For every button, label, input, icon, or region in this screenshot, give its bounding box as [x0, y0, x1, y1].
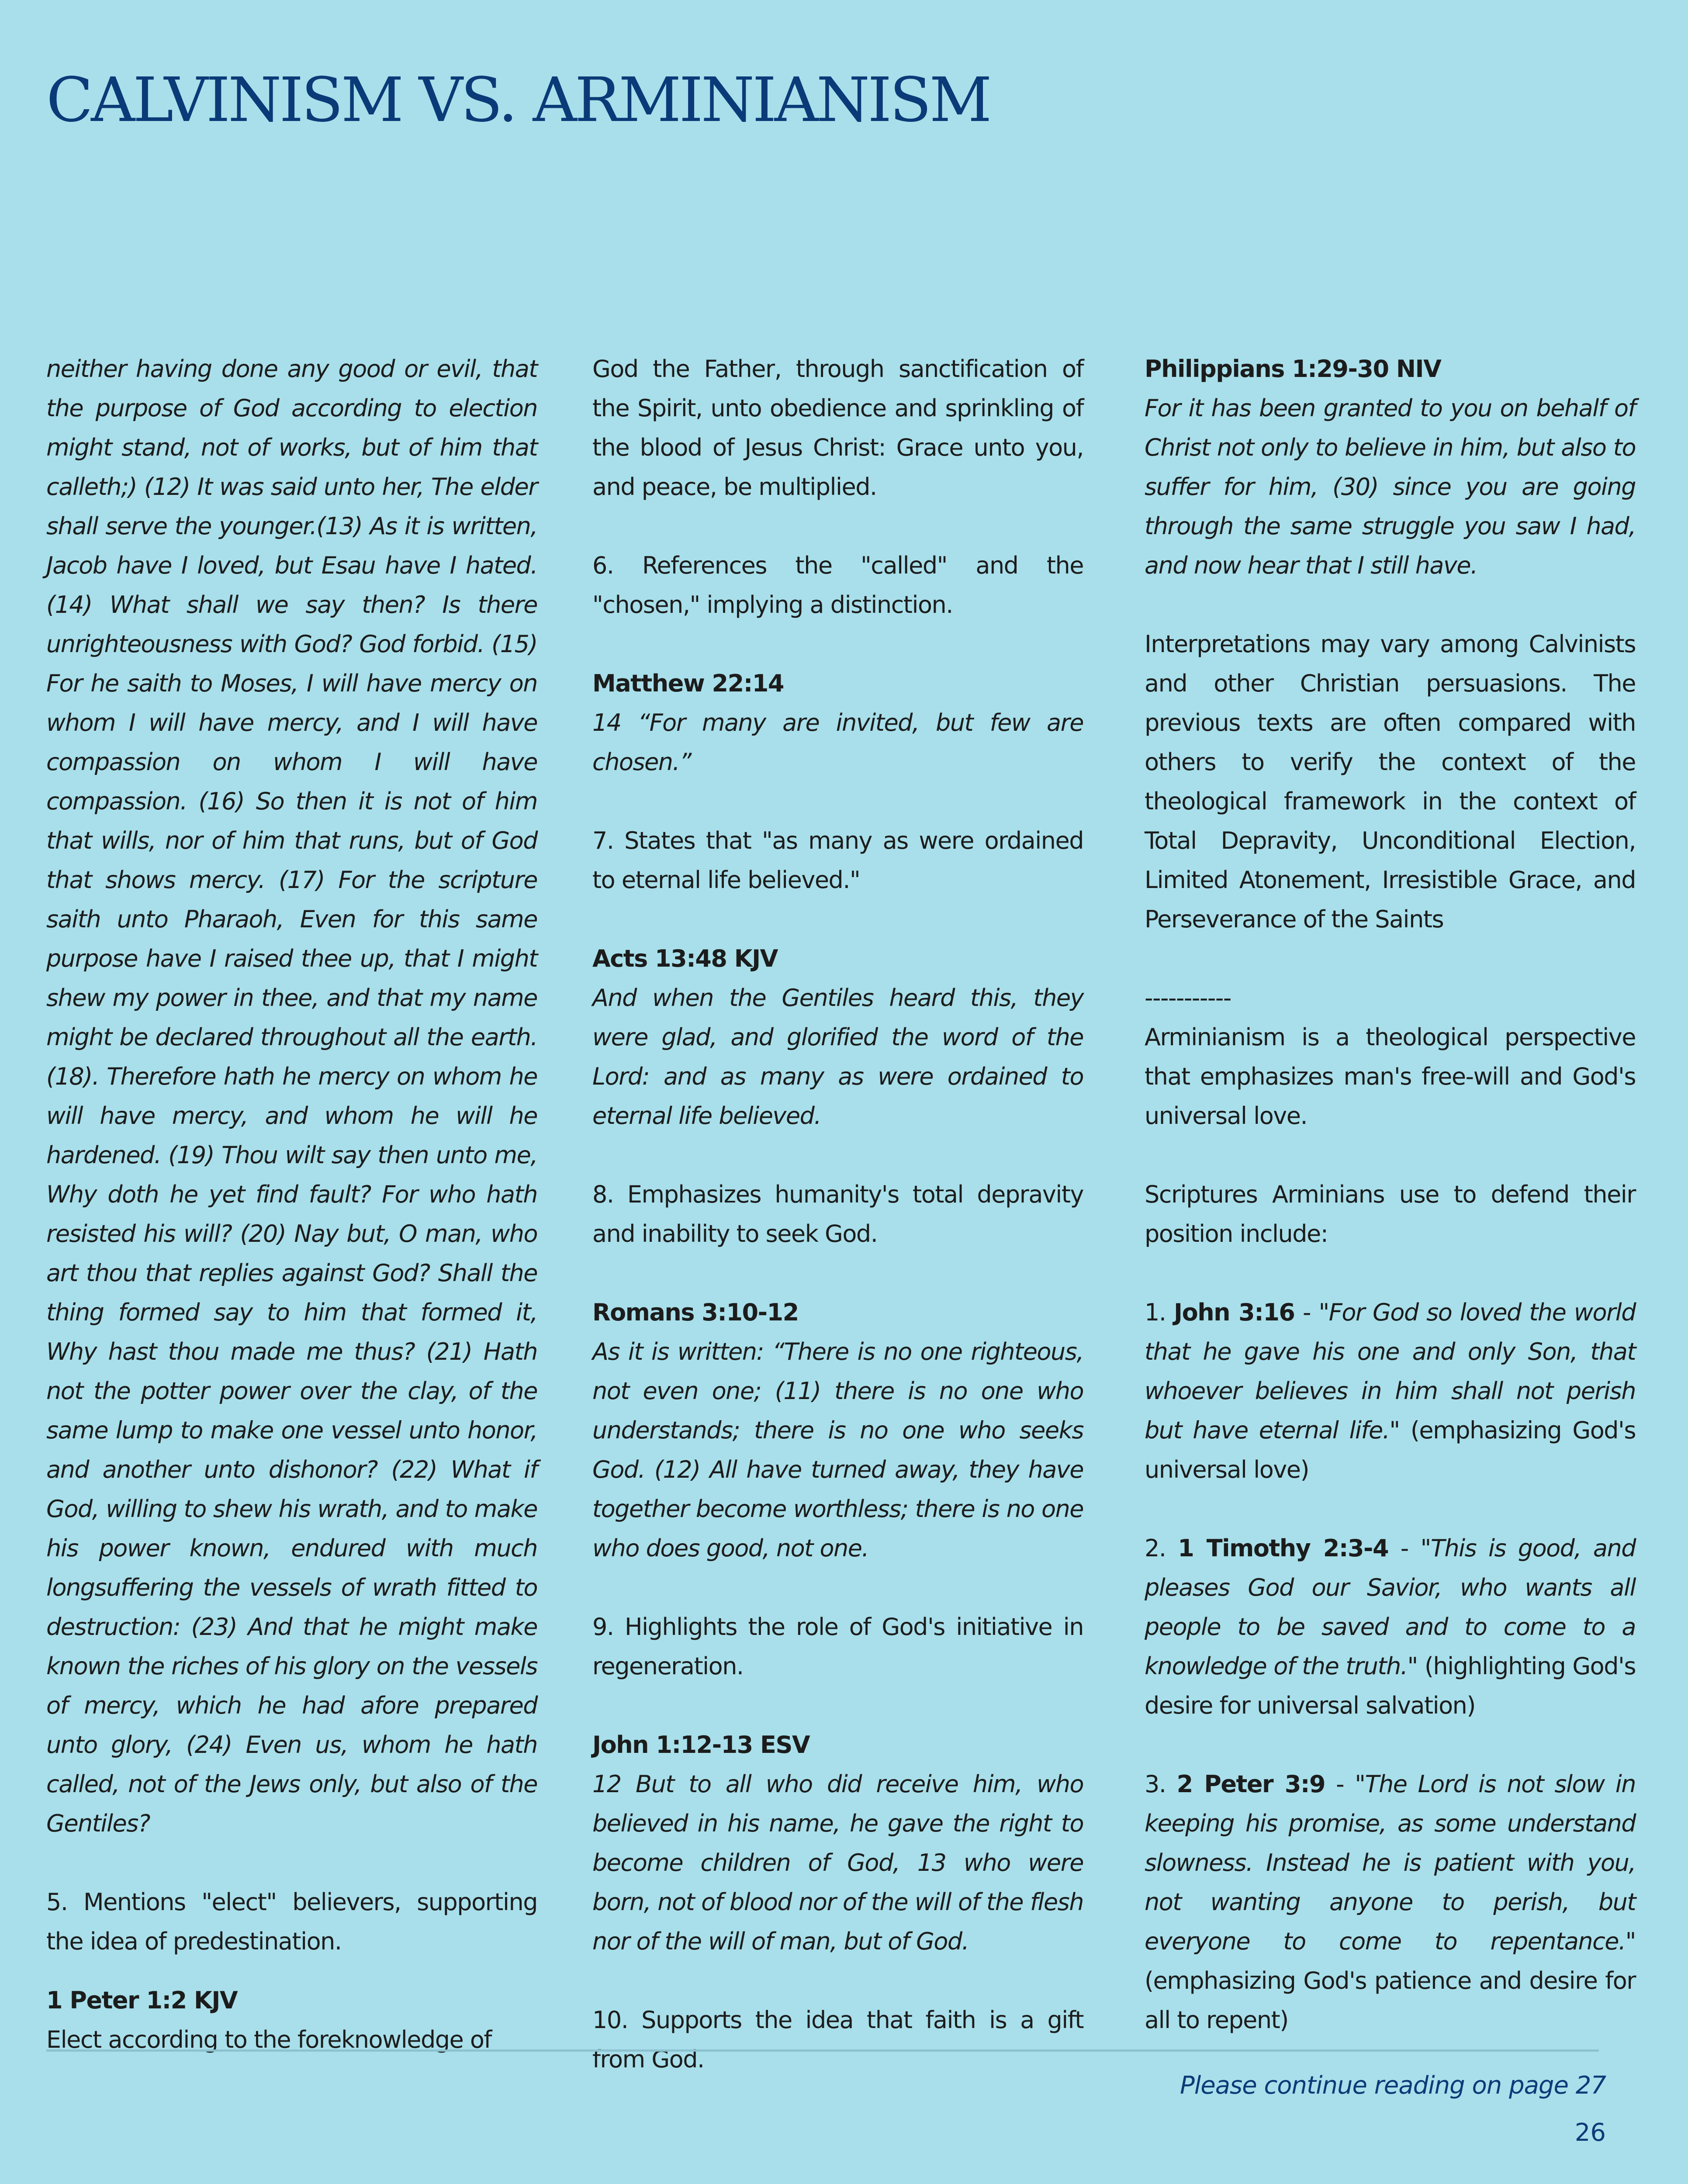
column-3: [1145, 349, 1636, 2040]
peter-text-start: Elect according to the foreknowledge of: [46, 2026, 491, 2053]
item-1-quote: "For God so loved the world that he gave his one and only Son, that whoever believes in him shall not perish but have eternal life.": [1145, 1299, 1636, 1444]
point-9: 9. Highlights the role of God's initiative in regeneration.: [592, 1613, 1083, 1680]
scriptures-intro: Scriptures Arminians use to defend their position include:: [1145, 1181, 1636, 1248]
item-3-reference: 2 Peter 3:9: [1176, 1770, 1325, 1798]
point-7: 7. States that "as many as were ordained to eternal life believed.": [592, 827, 1083, 894]
point-8: 8. Emphasizes humanity's total depravity and inability to seek God.: [592, 1181, 1083, 1248]
point-6: 6. References the "called" and the "chosen," implying a distinction.: [592, 552, 1083, 619]
acts-reference: Acts 13:48 KJV: [592, 945, 778, 972]
philippians-reference: Philippians 1:29-30 NIV: [1145, 355, 1441, 383]
item-1-dash: -: [1302, 1299, 1311, 1326]
peter-reference: 1 Peter 1:2 KJV: [46, 1987, 238, 2014]
section-separator: -----------: [1145, 984, 1231, 1012]
interpretations-paragraph: Interpretations may vary among Calvinists and other Christian persuasions. The previous texts are often compared with others to verify the context of the theological framework in the context of Total Depravity, Unconditional Election, Limited Atonement, Irresistible Grace, and Perseverance of the Saints: [1145, 630, 1636, 933]
item-3-note: (emphasizing God's patience and desire for all to repent): [1145, 1967, 1636, 2034]
john-1-text: 12 But to all who did receive him, who believed in his name, he gave the right to become children of God, 13 who were born, not of blood nor of the will of the flesh nor of the will of man, but of God.: [592, 1770, 1083, 1955]
item-1-note: (emphasizing God's universal love): [1145, 1417, 1636, 1483]
romans-3-block: [592, 1293, 1083, 1568]
page-title: CALVINISM VS. ARMINIANISM: [46, 65, 990, 136]
point-5: 5. Mentions "elect" believers, supporting the idea of predestination.: [46, 1888, 537, 1955]
peter-text-end: God the Father, through sanctification of the Spirit, unto obedience and sprinkling of the blood of Jesus Christ: Grace unto you, and peace, be multiplied.: [592, 355, 1083, 501]
item-2-note: (highlighting God's desire for universal salvation): [1145, 1652, 1636, 1719]
page-number: 26: [1574, 2118, 1606, 2147]
item-2-reference: 1 Timothy 2:3-4: [1178, 1534, 1389, 1562]
john-1-block: [592, 1725, 1083, 1961]
item-3-number: 3.: [1145, 1770, 1166, 1798]
matthew-reference: Matthew 22:14: [592, 670, 784, 697]
item-2-quote: "This is good, and pleases God our Savior, who wants all people to be saved and to come to a knowledge of the truth.": [1145, 1534, 1636, 1680]
acts-text: And when the Gentiles heard this, they were glad, and glorified the word of the Lord: and as many as were ordained to eternal life believed.: [592, 984, 1083, 1130]
point-10: 10. Supports the idea that faith is a gift from God.: [592, 2006, 1083, 2073]
arminian-item-3: [1145, 1765, 1636, 2040]
arminian-item-1: [1145, 1293, 1636, 1489]
arminianism-intro: Arminianism is a theological perspective that emphasizes man's free-will and God's universal love.: [1145, 1023, 1636, 1130]
item-1-number: 1.: [1145, 1299, 1166, 1326]
romans-9-passage: neither having done any good or evil, that the purpose of God according to election might stand, not of works, but of him that calleth;) (12) It was said unto her, The elder shall serve the younger.(13) As it is written, Jacob have I loved, but Esau have I hated. (14) What shall we say then? Is there unrighteousness with God? God forbid. (15) For he saith to Moses, I will have mercy on whom I will have mercy, and I will have compassion on whom I will have compassion. (16) So then it is not of him that wills, nor of him that runs, but of God that shows mercy. (17) For the scripture saith unto Pharaoh, Even for this same purpose have I raised thee up, that I might shew my power in thee, and that my name might be declared throughout all the earth. (18). Therefore hath he mercy on whom he will have mercy, and whom he will he hardened. (19) Thou wilt say then unto me, Why doth he yet find fault? For who hath resisted his will? (20) Nay but, O man, who art thou that replies against God? Shall the thing formed say to him that formed it, Why hast thou made me thus? (21) Hath not the potter power over the clay, of the same lump to make one vessel unto honor, and another unto dishonor? (22) What if God, willing to shew his wrath, and to make his power known, endured with much longsuffering the vessels of wrath fitted to destruction: (23) And that he might make known the riches of his glory on the vessels of mercy, which he had afore prepared unto glory, (24) Even us, whom he hath called, not of the Jews only, but also of the Gentiles?: [46, 355, 537, 1837]
romans-3-reference: Romans 3:10-12: [592, 1299, 799, 1326]
continue-reading-note: Please continue reading on page 27: [1180, 2071, 1606, 2100]
acts-block: [592, 939, 1083, 1136]
john-1-reference: John 1:12-13 ESV: [592, 1731, 810, 1759]
item-2-dash: -: [1400, 1534, 1408, 1562]
column-2: [592, 349, 1083, 2079]
item-1-reference: John 3:16: [1174, 1299, 1295, 1326]
philippians-text: For it has been granted to you on behalf of Christ not only to believe in him, but also to suffer for him, (30) since you are going through the same struggle you saw I had, and now hear that I still have.: [1145, 394, 1636, 579]
matthew-block: [592, 664, 1083, 782]
matthew-text: 14 “For many are invited, but few are chosen.”: [592, 709, 1083, 776]
footer-divider: [46, 2049, 1599, 2052]
item-3-quote: "The Lord is not slow in keeping his promise, as some understand slowness. Instead he is patient with you, not wanting anyone to perish, but everyone to come to repentance.": [1145, 1770, 1636, 1955]
peter-reference-block: [46, 1981, 537, 2060]
romans-3-text: As it is written: “There is no one righteous, not even one; (11) there is no one who understands; there is no one who seeks God. (12) All have turned away, they have together become worthless; there is no one who does good, not one.: [592, 1338, 1083, 1562]
item-3-dash: -: [1336, 1770, 1344, 1798]
philippians-block: [1145, 349, 1636, 585]
arminian-item-2: [1145, 1529, 1636, 1725]
column-1: [46, 349, 537, 2060]
item-2-number: 2.: [1145, 1534, 1166, 1562]
